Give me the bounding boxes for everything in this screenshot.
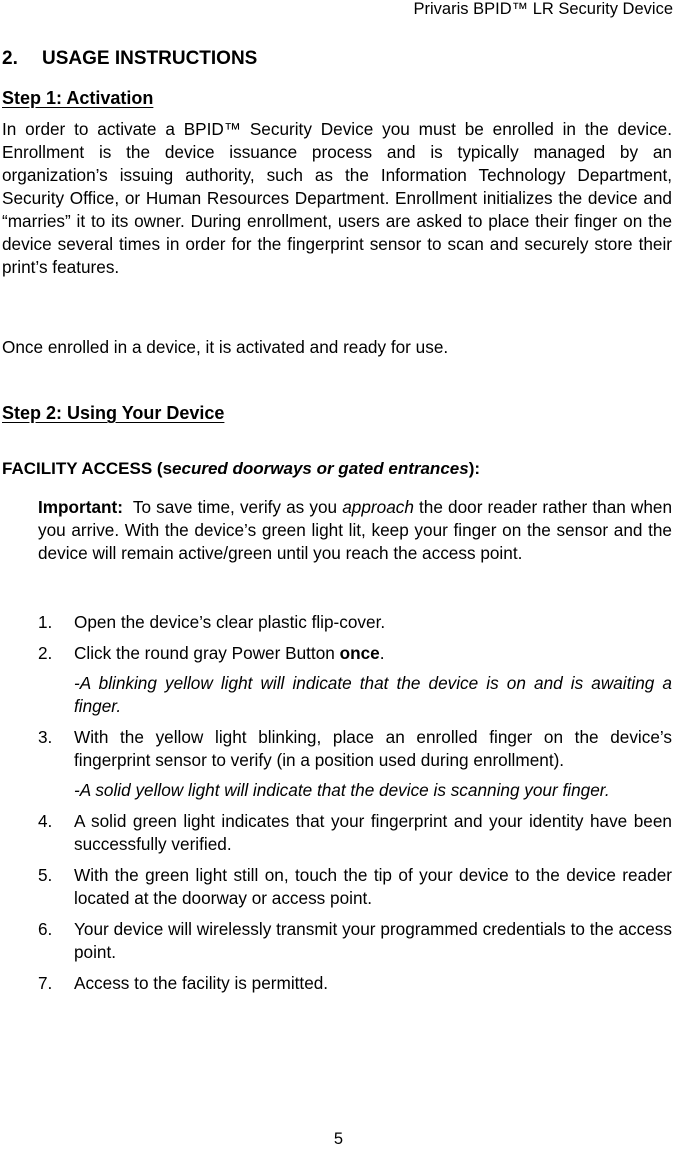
step1-heading: Step 1: Activation (2, 88, 154, 108)
item-text: Your device will wirelessly transmit your programmed credentials to the access point. (74, 919, 672, 962)
facility-access-heading (2, 457, 480, 480)
section-number: 2. (2, 48, 18, 69)
important-text-a: To save time, verify as you (132, 497, 338, 517)
list-item (38, 864, 672, 910)
important-label: Important: (38, 497, 123, 517)
list-item (38, 918, 672, 964)
important-emphasis: approach (342, 497, 414, 517)
list-item (38, 810, 672, 856)
page-number: 5 (333, 1130, 344, 1148)
item-number: 5. (38, 865, 53, 885)
item-number: 6. (38, 919, 53, 939)
item-bold-text: once (339, 643, 380, 663)
item-text: With the yellow light blinking, place an enrolled finger on the device’s fingerprint sensor to verify (in a position used during enrollment). (74, 727, 672, 770)
instruction-list (38, 611, 672, 1003)
item-number: 1. (38, 612, 53, 632)
item-note: -A solid yellow light will indicate that the device is scanning your finger. (74, 780, 610, 800)
list-item (38, 642, 672, 718)
facility-label-italic: ecured doorways or gated entrances (172, 459, 469, 478)
item-text: Open the device’s clear plastic flip-cover. (74, 612, 386, 632)
item-note: -A blinking yellow light will indicate that the device is on and is awaiting a finger. (74, 673, 672, 716)
item-number: 3. (38, 727, 53, 747)
step2-heading: Step 2: Using Your Device (2, 403, 225, 423)
page-header: Privaris BPID™ LR Security Device (413, 0, 673, 18)
item-text: A solid green light indicates that your fingerprint and your identity have been successfully verified. (74, 811, 672, 854)
item-text: Access to the facility is permitted. (74, 973, 329, 993)
item-number: 2. (38, 643, 53, 663)
facility-label-start: FACILITY ACCESS (s (2, 459, 173, 478)
important-note (38, 496, 672, 565)
important-text-b: the door reader rather than when you arrive. With the device’s green light lit, keep your finger on the sensor and the device will remain active/green until you reach the access point. (38, 497, 673, 563)
item-number: 4. (38, 811, 53, 831)
item-text: With the green light still on, touch the tip of your device to the device reader located at the doorway or access point. (74, 865, 672, 908)
step1-paragraph: In order to activate a BPID™ Security Device you must be enrolled in the device. Enrollment is the device issuance process and is typically managed by an organization’s issuing authority, such as the Information Technology Department, Security Office, or Human Resources Department. Enrollment initializes the device and “marries” it to its owner. During enrollment, users are asked to place their finger on the device several times in order for the fingerprint sensor to scan and securely store their print’s features. (2, 119, 672, 277)
activation-note: Once enrolled in a device, it is activated and ready for use. (2, 337, 449, 357)
item-text: Click the round gray Power Button (74, 643, 340, 663)
list-item (38, 726, 672, 802)
section-title (2, 47, 257, 71)
list-item (38, 611, 672, 634)
item-text-after: . (379, 643, 385, 663)
list-item (38, 972, 672, 995)
facility-label-end: ): (468, 459, 481, 478)
section-title-text: USAGE INSTRUCTIONS (42, 48, 258, 69)
item-number: 7. (38, 973, 53, 993)
